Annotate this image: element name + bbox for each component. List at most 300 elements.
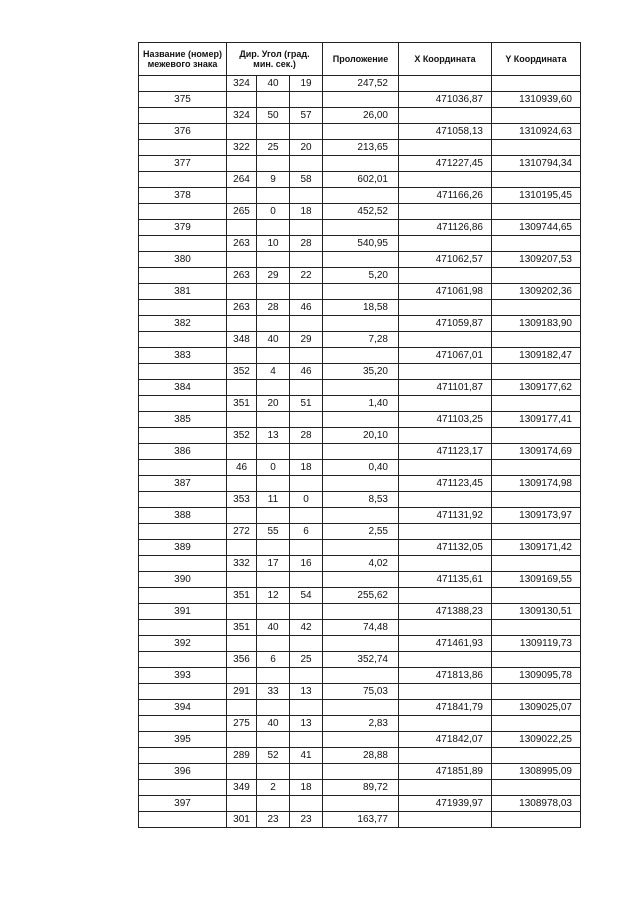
angle-degrees: 332 <box>227 556 257 572</box>
angle-degrees: 324 <box>227 76 257 92</box>
y-coordinate: 1309173,97 <box>492 508 581 524</box>
table-row-segment <box>139 492 581 508</box>
y-coordinate-empty <box>492 748 581 764</box>
point-name: 388 <box>139 508 227 524</box>
angle-seconds: 13 <box>290 684 323 700</box>
angle-degrees: 352 <box>227 364 257 380</box>
y-coordinate: 1310924,63 <box>492 124 581 140</box>
point-name-empty <box>139 780 227 796</box>
angle-deg-empty <box>227 540 257 556</box>
distance-empty <box>323 188 399 204</box>
angle-seconds: 20 <box>290 140 323 156</box>
angle-min-empty <box>257 636 290 652</box>
angle-degrees: 348 <box>227 332 257 348</box>
angle-minutes: 4 <box>257 364 290 380</box>
angle-deg-empty <box>227 220 257 236</box>
header-distance: Проложение <box>323 43 399 76</box>
point-name-empty <box>139 108 227 124</box>
y-coordinate-empty <box>492 236 581 252</box>
distance: 0,40 <box>323 460 399 476</box>
angle-seconds: 51 <box>290 396 323 412</box>
angle-deg-empty <box>227 348 257 364</box>
table-row-point <box>139 444 581 460</box>
angle-min-empty <box>257 348 290 364</box>
angle-seconds: 13 <box>290 716 323 732</box>
angle-seconds: 54 <box>290 588 323 604</box>
y-coordinate: 1309207,53 <box>492 252 581 268</box>
table-row-point <box>139 316 581 332</box>
x-coordinate-empty <box>399 332 492 348</box>
x-coordinate: 471101,87 <box>399 380 492 396</box>
point-name: 397 <box>139 796 227 812</box>
distance-empty <box>323 220 399 236</box>
angle-degrees: 351 <box>227 620 257 636</box>
table-body <box>139 76 581 828</box>
distance: 602,01 <box>323 172 399 188</box>
angle-min-empty <box>257 124 290 140</box>
angle-seconds: 16 <box>290 556 323 572</box>
angle-sec-empty <box>290 316 323 332</box>
angle-min-empty <box>257 604 290 620</box>
table-row-point <box>139 508 581 524</box>
table-row-segment <box>139 524 581 540</box>
angle-deg-empty <box>227 444 257 460</box>
table-row-point <box>139 700 581 716</box>
table-row-segment <box>139 556 581 572</box>
table-row-point <box>139 220 581 236</box>
point-name-empty <box>139 236 227 252</box>
angle-sec-empty <box>290 732 323 748</box>
angle-minutes: 9 <box>257 172 290 188</box>
angle-degrees: 353 <box>227 492 257 508</box>
angle-minutes: 55 <box>257 524 290 540</box>
angle-sec-empty <box>290 188 323 204</box>
distance-empty <box>323 444 399 460</box>
table-row-point <box>139 604 581 620</box>
x-coordinate: 471059,87 <box>399 316 492 332</box>
table-row-segment <box>139 140 581 156</box>
x-coordinate-empty <box>399 172 492 188</box>
y-coordinate: 1309202,36 <box>492 284 581 300</box>
y-coordinate-empty <box>492 204 581 220</box>
distance: 4,02 <box>323 556 399 572</box>
x-coordinate: 471135,61 <box>399 572 492 588</box>
distance-empty <box>323 540 399 556</box>
angle-seconds: 18 <box>290 204 323 220</box>
x-coordinate: 471461,93 <box>399 636 492 652</box>
distance-empty <box>323 572 399 588</box>
distance: 2,55 <box>323 524 399 540</box>
x-coordinate: 471132,05 <box>399 540 492 556</box>
angle-degrees: 272 <box>227 524 257 540</box>
y-coordinate-empty <box>492 76 581 92</box>
angle-seconds: 58 <box>290 172 323 188</box>
angle-seconds: 19 <box>290 76 323 92</box>
table-row-segment <box>139 172 581 188</box>
y-coordinate: 1310195,45 <box>492 188 581 204</box>
point-name: 382 <box>139 316 227 332</box>
angle-degrees: 46 <box>227 460 257 476</box>
angle-minutes: 33 <box>257 684 290 700</box>
table-row-point <box>139 156 581 172</box>
table-header-row <box>139 43 581 76</box>
table-row-segment <box>139 300 581 316</box>
angle-seconds: 6 <box>290 524 323 540</box>
angle-degrees: 291 <box>227 684 257 700</box>
distance: 75,03 <box>323 684 399 700</box>
x-coordinate-empty <box>399 524 492 540</box>
y-coordinate-empty <box>492 588 581 604</box>
distance: 352,74 <box>323 652 399 668</box>
x-coordinate: 471166,26 <box>399 188 492 204</box>
angle-minutes: 20 <box>257 396 290 412</box>
distance: 35,20 <box>323 364 399 380</box>
angle-minutes: 10 <box>257 236 290 252</box>
distance-empty <box>323 476 399 492</box>
point-name-empty <box>139 812 227 828</box>
angle-deg-empty <box>227 412 257 428</box>
angle-seconds: 18 <box>290 780 323 796</box>
x-coordinate: 471062,57 <box>399 252 492 268</box>
angle-min-empty <box>257 316 290 332</box>
distance-empty <box>323 380 399 396</box>
table-row-segment <box>139 332 581 348</box>
angle-minutes: 52 <box>257 748 290 764</box>
table-row-point <box>139 540 581 556</box>
angle-degrees: 264 <box>227 172 257 188</box>
x-coordinate-empty <box>399 556 492 572</box>
angle-degrees: 263 <box>227 268 257 284</box>
angle-seconds: 41 <box>290 748 323 764</box>
y-coordinate: 1309174,98 <box>492 476 581 492</box>
x-coordinate-empty <box>399 684 492 700</box>
table-row-segment <box>139 108 581 124</box>
y-coordinate: 1309022,25 <box>492 732 581 748</box>
x-coordinate-empty <box>399 748 492 764</box>
angle-sec-empty <box>290 412 323 428</box>
angle-seconds: 57 <box>290 108 323 124</box>
distance: 1,40 <box>323 396 399 412</box>
header-x: X Координата <box>399 43 492 76</box>
table-row-point <box>139 732 581 748</box>
angle-sec-empty <box>290 764 323 780</box>
angle-min-empty <box>257 540 290 556</box>
angle-min-empty <box>257 412 290 428</box>
distance: 255,62 <box>323 588 399 604</box>
y-coordinate-empty <box>492 108 581 124</box>
x-coordinate-empty <box>399 812 492 828</box>
x-coordinate-empty <box>399 108 492 124</box>
point-name-empty <box>139 748 227 764</box>
x-coordinate: 471851,89 <box>399 764 492 780</box>
angle-deg-empty <box>227 188 257 204</box>
distance: 18,58 <box>323 300 399 316</box>
angle-deg-empty <box>227 700 257 716</box>
coordinates-sheet <box>138 42 580 828</box>
table-row-point <box>139 572 581 588</box>
x-coordinate: 471939,97 <box>399 796 492 812</box>
angle-deg-empty <box>227 636 257 652</box>
table-row-segment <box>139 364 581 380</box>
angle-sec-empty <box>290 476 323 492</box>
point-name: 378 <box>139 188 227 204</box>
x-coordinate-empty <box>399 300 492 316</box>
point-name: 375 <box>139 92 227 108</box>
point-name-empty <box>139 556 227 572</box>
angle-seconds: 28 <box>290 236 323 252</box>
distance: 26,00 <box>323 108 399 124</box>
y-coordinate: 1309177,41 <box>492 412 581 428</box>
point-name: 396 <box>139 764 227 780</box>
angle-seconds: 46 <box>290 364 323 380</box>
angle-min-empty <box>257 732 290 748</box>
angle-degrees: 289 <box>227 748 257 764</box>
table-row-point <box>139 92 581 108</box>
x-coordinate-empty <box>399 76 492 92</box>
distance: 540,95 <box>323 236 399 252</box>
distance: 7,28 <box>323 332 399 348</box>
angle-degrees: 351 <box>227 396 257 412</box>
angle-minutes: 2 <box>257 780 290 796</box>
y-coordinate-empty <box>492 524 581 540</box>
distance-empty <box>323 412 399 428</box>
table-row-segment <box>139 748 581 764</box>
angle-seconds: 29 <box>290 332 323 348</box>
point-name: 395 <box>139 732 227 748</box>
angle-minutes: 28 <box>257 300 290 316</box>
distance-empty <box>323 348 399 364</box>
table-row-segment <box>139 684 581 700</box>
angle-deg-empty <box>227 572 257 588</box>
y-coordinate: 1309171,42 <box>492 540 581 556</box>
distance-empty <box>323 316 399 332</box>
angle-sec-empty <box>290 796 323 812</box>
y-coordinate: 1308978,03 <box>492 796 581 812</box>
point-name-empty <box>139 492 227 508</box>
table-row-segment <box>139 652 581 668</box>
point-name: 391 <box>139 604 227 620</box>
angle-minutes: 13 <box>257 428 290 444</box>
distance: 213,65 <box>323 140 399 156</box>
angle-sec-empty <box>290 604 323 620</box>
angle-seconds: 46 <box>290 300 323 316</box>
table-row-segment <box>139 780 581 796</box>
angle-minutes: 23 <box>257 812 290 828</box>
distance: 8,53 <box>323 492 399 508</box>
x-coordinate-empty <box>399 204 492 220</box>
table-row-point <box>139 476 581 492</box>
table-row-point <box>139 636 581 652</box>
y-coordinate: 1309095,78 <box>492 668 581 684</box>
angle-min-empty <box>257 380 290 396</box>
y-coordinate: 1308995,09 <box>492 764 581 780</box>
table-row-segment <box>139 588 581 604</box>
x-coordinate-empty <box>399 428 492 444</box>
point-name: 386 <box>139 444 227 460</box>
x-coordinate: 471103,25 <box>399 412 492 428</box>
angle-deg-empty <box>227 380 257 396</box>
y-coordinate: 1310794,34 <box>492 156 581 172</box>
angle-sec-empty <box>290 444 323 460</box>
point-name: 392 <box>139 636 227 652</box>
x-coordinate-empty <box>399 588 492 604</box>
y-coordinate: 1309130,51 <box>492 604 581 620</box>
y-coordinate: 1309744,65 <box>492 220 581 236</box>
y-coordinate-empty <box>492 812 581 828</box>
table-row-point <box>139 764 581 780</box>
x-coordinate: 471842,07 <box>399 732 492 748</box>
angle-sec-empty <box>290 540 323 556</box>
angle-sec-empty <box>290 156 323 172</box>
angle-degrees: 275 <box>227 716 257 732</box>
point-name-empty <box>139 172 227 188</box>
point-name-empty <box>139 652 227 668</box>
angle-sec-empty <box>290 700 323 716</box>
y-coordinate-empty <box>492 428 581 444</box>
header-angle: Дир. Угол (град. мин. сек.) <box>227 43 323 76</box>
angle-sec-empty <box>290 636 323 652</box>
x-coordinate-empty <box>399 780 492 796</box>
x-coordinate: 471813,86 <box>399 668 492 684</box>
x-coordinate: 471067,01 <box>399 348 492 364</box>
x-coordinate-empty <box>399 652 492 668</box>
point-name-empty <box>139 524 227 540</box>
y-coordinate: 1310939,60 <box>492 92 581 108</box>
distance: 452,52 <box>323 204 399 220</box>
angle-deg-empty <box>227 156 257 172</box>
angle-minutes: 29 <box>257 268 290 284</box>
angle-sec-empty <box>290 572 323 588</box>
y-coordinate: 1309169,55 <box>492 572 581 588</box>
distance-empty <box>323 668 399 684</box>
point-name-empty <box>139 620 227 636</box>
x-coordinate-empty <box>399 460 492 476</box>
angle-seconds: 23 <box>290 812 323 828</box>
table-row-point <box>139 188 581 204</box>
angle-min-empty <box>257 220 290 236</box>
x-coordinate: 471058,13 <box>399 124 492 140</box>
x-coordinate: 471388,23 <box>399 604 492 620</box>
distance-empty <box>323 764 399 780</box>
point-name-empty <box>139 716 227 732</box>
angle-min-empty <box>257 764 290 780</box>
angle-deg-empty <box>227 732 257 748</box>
angle-minutes: 25 <box>257 140 290 156</box>
point-name-empty <box>139 460 227 476</box>
x-coordinate: 471061,98 <box>399 284 492 300</box>
angle-deg-empty <box>227 764 257 780</box>
angle-minutes: 17 <box>257 556 290 572</box>
table-row-point <box>139 668 581 684</box>
x-coordinate: 471131,92 <box>399 508 492 524</box>
y-coordinate-empty <box>492 556 581 572</box>
distance-empty <box>323 284 399 300</box>
point-name: 379 <box>139 220 227 236</box>
angle-degrees: 322 <box>227 140 257 156</box>
angle-minutes: 40 <box>257 716 290 732</box>
table-row-segment <box>139 716 581 732</box>
distance: 28,88 <box>323 748 399 764</box>
table-row-point <box>139 412 581 428</box>
point-name: 376 <box>139 124 227 140</box>
distance-empty <box>323 508 399 524</box>
point-name: 384 <box>139 380 227 396</box>
table-row-point <box>139 124 581 140</box>
y-coordinate: 1309025,07 <box>492 700 581 716</box>
x-coordinate-empty <box>399 396 492 412</box>
point-name: 385 <box>139 412 227 428</box>
point-name-empty <box>139 300 227 316</box>
x-coordinate: 471036,87 <box>399 92 492 108</box>
angle-degrees: 301 <box>227 812 257 828</box>
x-coordinate-empty <box>399 140 492 156</box>
x-coordinate-empty <box>399 268 492 284</box>
angle-degrees: 263 <box>227 236 257 252</box>
y-coordinate-empty <box>492 684 581 700</box>
x-coordinate-empty <box>399 492 492 508</box>
distance: 20,10 <box>323 428 399 444</box>
distance-empty <box>323 732 399 748</box>
table-row-segment <box>139 76 581 92</box>
angle-deg-empty <box>227 604 257 620</box>
y-coordinate-empty <box>492 268 581 284</box>
angle-minutes: 12 <box>257 588 290 604</box>
distance: 163,77 <box>323 812 399 828</box>
angle-seconds: 42 <box>290 620 323 636</box>
y-coordinate-empty <box>492 492 581 508</box>
point-name: 393 <box>139 668 227 684</box>
y-coordinate-empty <box>492 396 581 412</box>
angle-deg-empty <box>227 252 257 268</box>
angle-degrees: 349 <box>227 780 257 796</box>
angle-min-empty <box>257 796 290 812</box>
y-coordinate-empty <box>492 716 581 732</box>
angle-seconds: 0 <box>290 492 323 508</box>
x-coordinate-empty <box>399 364 492 380</box>
table-row-segment <box>139 620 581 636</box>
table-row-segment <box>139 236 581 252</box>
point-name-empty <box>139 396 227 412</box>
angle-deg-empty <box>227 284 257 300</box>
table-row-segment <box>139 812 581 828</box>
table-row-segment <box>139 268 581 284</box>
y-coordinate-empty <box>492 172 581 188</box>
point-name: 390 <box>139 572 227 588</box>
distance: 89,72 <box>323 780 399 796</box>
y-coordinate-empty <box>492 780 581 796</box>
y-coordinate: 1309119,73 <box>492 636 581 652</box>
angle-seconds: 28 <box>290 428 323 444</box>
point-name: 377 <box>139 156 227 172</box>
distance-empty <box>323 92 399 108</box>
point-name: 389 <box>139 540 227 556</box>
angle-sec-empty <box>290 284 323 300</box>
y-coordinate-empty <box>492 652 581 668</box>
x-coordinate: 471126,86 <box>399 220 492 236</box>
angle-minutes: 50 <box>257 108 290 124</box>
angle-deg-empty <box>227 796 257 812</box>
angle-sec-empty <box>290 252 323 268</box>
angle-min-empty <box>257 252 290 268</box>
y-coordinate: 1309174,69 <box>492 444 581 460</box>
boundary-coordinates-table <box>138 42 581 828</box>
angle-min-empty <box>257 188 290 204</box>
angle-minutes: 6 <box>257 652 290 668</box>
distance: 247,52 <box>323 76 399 92</box>
angle-min-empty <box>257 156 290 172</box>
x-coordinate: 471123,45 <box>399 476 492 492</box>
point-name-empty <box>139 76 227 92</box>
